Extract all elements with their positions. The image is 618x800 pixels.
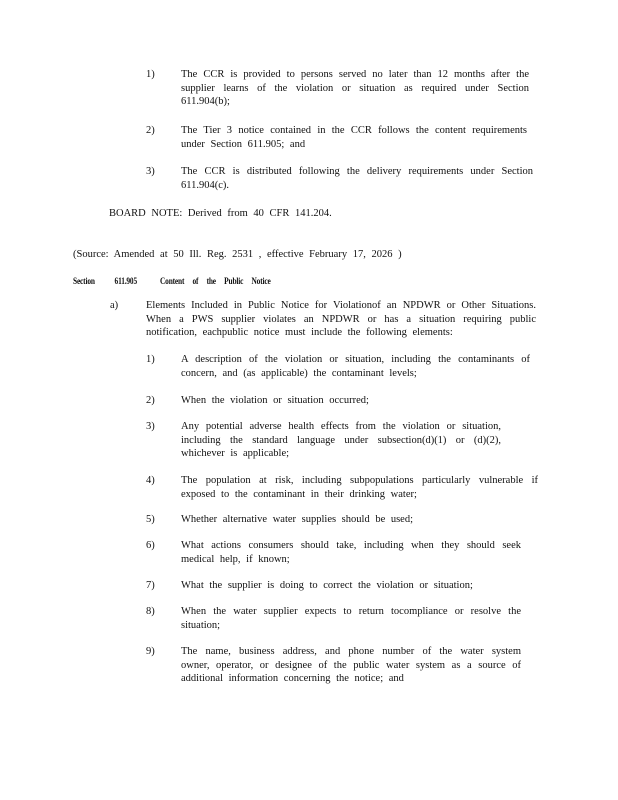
subsection-number: a) xyxy=(110,300,119,311)
item-text: The CCR is provided to persons served no later than 12 months after the supplier learns of the violation or situation as required under Section 611.904(b); xyxy=(181,69,529,108)
item-number: 6) xyxy=(146,540,155,551)
item-number: 2) xyxy=(146,395,155,406)
item-number: 1) xyxy=(146,69,155,80)
item-number: 3) xyxy=(146,166,155,177)
source-note: (Source: Amended at 50 Ill. Reg. 2531 , effective February 17, 2026 ) xyxy=(73,249,402,260)
section-title: Content of the Public Notice xyxy=(159,276,271,286)
item-text: The name, business address, and phone number of the water system owner, operator, or designee of the public water system as a source of additional information concerning the notice; and xyxy=(181,646,521,685)
item-text: The Tier 3 notice contained in the CCR follows the content requirements under Section 611.905; and xyxy=(181,125,527,150)
section-number: 611.905 xyxy=(114,276,137,286)
item-number: 4) xyxy=(146,475,155,486)
item-number: 5) xyxy=(146,514,155,525)
item-text: The CCR is distributed following the delivery requirements under Section 611.904(c). xyxy=(181,166,533,191)
section-label: Section xyxy=(73,276,95,286)
item-text: When the violation or situation occurred; xyxy=(181,395,369,406)
item-number: 3) xyxy=(146,421,155,432)
item-text: Whether alternative water supplies should be used; xyxy=(181,514,414,525)
item-text: The population at risk, including subpopulations particularly vulnerable if exposed to the contaminant in their drinking water; xyxy=(181,475,538,500)
item-text: When the water supplier expects to return tocompliance or resolve the situation; xyxy=(181,606,521,631)
item-text: A description of the violation or situation, including the contaminants of concern, and (as applicable) the contaminant levels; xyxy=(181,354,530,379)
item-text: What actions consumers should take, including when they should seek medical help, if known; xyxy=(181,540,521,565)
item-text: What the supplier is doing to correct the violation or situation; xyxy=(181,580,473,591)
item-number: 7) xyxy=(146,580,155,591)
item-number: 9) xyxy=(146,646,155,657)
item-number: 1) xyxy=(146,354,155,365)
item-number: 8) xyxy=(146,606,155,617)
item-text: Any potential adverse health effects from the violation or situation, including the standard language under subsection(d)(1) or (d)(2), whichever is applicable; xyxy=(181,421,501,460)
board-note: BOARD NOTE: Derived from 40 CFR 141.204. xyxy=(109,208,332,219)
section-heading xyxy=(73,275,271,289)
item-number: 2) xyxy=(146,125,155,136)
subsection-text: Elements Included in Public Notice for Violationof an NPDWR or Other Situations. When a PWS supplier violates an NPDWR or has a situation requiring public notification, eachpublic notice must include the following elements: xyxy=(146,300,536,339)
